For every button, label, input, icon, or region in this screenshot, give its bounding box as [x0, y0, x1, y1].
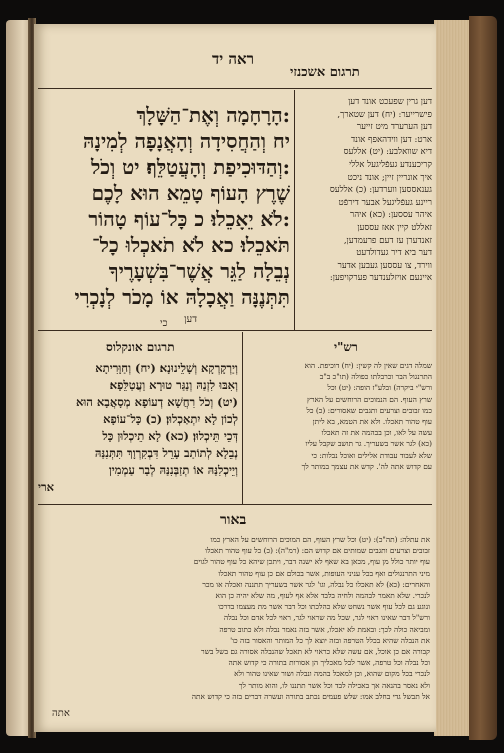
torah-line: יח וְהַחֲסִידָה וְהָאֲנָפָה לְמִינָהּ	[83, 129, 290, 153]
biur-line: לנכרי. שלא תאמר לבהמה ולחיה בלבד אלא אף לעוף, מה שלא יהיה כן הוא	[215, 591, 430, 601]
german-line: זאנדערן עז דעם פרעמדען,	[343, 235, 432, 246]
rashi-line: כמו זבובים וצרעים ותגבים שאסורים: (כ) כל	[306, 405, 432, 415]
biur-line: וכל נבלה וכל טרפה, אשר לכל מאכליך הן אסורות בתורה כי קדוש אתה	[228, 658, 430, 668]
rashi-line: שלא לעבוד עבודת אלילים ואוכל נבלות: כי	[311, 450, 432, 460]
german-line: דיא שוואלבע: (יט) אללעס	[343, 147, 432, 158]
torah-line: תֹּאכֵלוּ׃ כא לֹא תֹאכְלוּ כָל־	[91, 233, 290, 257]
biur-line: לנכרי בכל מקום שהוא, וכן למאכל בהמה ונבלה ושור שאינו טהור ולא	[234, 669, 430, 679]
column-divider	[242, 332, 243, 504]
torah-line: נְבֵלָה לַגֵּר אֲשֶׁר־בִּשְׁעָרֶיךָ	[108, 259, 290, 283]
german-translation-block	[300, 96, 432, 324]
biur-line: ורש"ל דבר שאינו ראוי לגר, שכל מה שראוי לגר, ראוי לכל אדם וכל נבלה	[223, 613, 430, 623]
german-line: איך אונריין זיין; אונד ניכט	[347, 172, 432, 183]
biur-line: ולא נאסר בהנאה אך באכילה לבד וכל אשר תתננו לו, והוא מותר לך	[238, 680, 430, 690]
torah-line: :וְהַדּוּכִיפַת וְהָעֲטַלֵּף׃ יט וְכֹל	[90, 155, 290, 179]
torah-text-block	[38, 102, 290, 316]
facing-page-edge	[6, 20, 30, 736]
german-line: ריינע געפֿליגעל אבער דירפֿט	[338, 197, 432, 208]
biur-line: מיני התרנגולים ואף בכל עניני העופות, אשר בכולם אם כן עוף טהור תאכלו	[218, 568, 430, 578]
rashi-line: עשה על לאו, וכן בבהמה את זה תאכלו	[321, 428, 432, 438]
page-edges	[434, 20, 472, 736]
german-line: איהר עססען: (כא) איהר	[350, 210, 432, 221]
onkelos-line: לְכוֹן לָא יִתְאַכְלוּן׃ (כ) כָּל־עוֹפָא	[103, 412, 238, 426]
onkelos-block	[38, 360, 238, 496]
biur-line: עוף יותר כולל מן עוף, מכאן בא שאף לא ישנה דבר, ויתכן שיהא כל עוף טהור לגוים	[193, 557, 430, 567]
torah-line: תִּתְּנֶנָּה וַאֲכָלָהּ אוֹ מָכֹר לְנָכְרִי	[74, 285, 290, 309]
column-divider	[294, 90, 295, 330]
biur-line: זבובים וצרעים ותגבים שמותים אם קדוש הם: (רמ"ה): (כ) כל עוף טהור תאכלו	[205, 546, 430, 556]
german-line: ארט: דען ווידהאפף אונד	[351, 134, 432, 145]
biur-line: אל תבשל גדי בחלב אמו: שלש פעמים נכתב בתורה ועשרה דברים בזה כי קדוש אתה	[191, 691, 430, 701]
biur-line: את עתלה: (תה"כ): (יט) וכל שרץ העוף, הם המוכים הרוחשים על הארץ כמו	[210, 535, 430, 544]
german-line: איינעם אויזלענדער פערקויפען:	[329, 273, 432, 284]
rashi-line: התרנגול הבר וכרבלתו כפולה (תו"כ ב"ב	[319, 372, 432, 382]
german-line: קריכענדע געפֿליגעל אללי	[348, 159, 432, 170]
german-line: דען הערערד מיט זייער	[356, 122, 432, 133]
onkelos-line: דְּכֵי תֵּיכְלוּן׃ (כא) לָא תֵיכְלוּן כָּל	[102, 429, 238, 443]
german-line: ווירד, צו עססען געבען אדער	[337, 260, 432, 271]
running-header-parsha: ראה יד	[212, 50, 254, 68]
onkelos-line: (יט) וְכֹל רִחֲשָׁא דְעוֹפָא מְסָאֲבָא הוּא	[75, 395, 238, 409]
biur-line: והאחרים: (כא) לא תאכלו כל נבלה, וגו' לגר אשר בשעריך תתננה ואכלה או מכר	[202, 579, 430, 589]
book-cover-board	[469, 16, 497, 740]
rashi-line: ורש"י ביקרה) ובלע"ז הופה: (יט) וכל	[327, 383, 432, 393]
onkelos-line: ארי	[38, 480, 55, 494]
german-line: פישרייער: (יח) דען שטארך,	[337, 109, 432, 120]
torah-line: :לֹא יֵאָכֵלוּ׃ כ כָּל־עוֹף טָהוֹר	[88, 207, 290, 231]
biur-block	[40, 534, 430, 704]
onkelos-line: וְיֵיכְלִנַּהּ אוֹ תְזַבְּנִנַּהּ לְבַר עַמְמִין	[108, 463, 238, 477]
rashi-line: שמלה דגים שאין לה קשין: (יח) דוכיפת. הוא	[304, 361, 432, 370]
biur-rule	[38, 504, 432, 505]
running-header-translation: תרגום אשכנזי	[290, 65, 360, 80]
rashi-title: רש"י	[334, 340, 358, 354]
biur-line: את הנבלה שהיא בכלל הטרפה ובזה יוצא לך כל המותר והאסור בזה כו'	[230, 635, 430, 645]
torah-line: שֶׁרֶץ הָעוֹף טָמֵא הוּא לָכֶם	[91, 181, 290, 205]
biur-title: באור	[220, 512, 247, 528]
section-rule	[38, 330, 432, 331]
rashi-line: עוף טהור תאכלו. ולא את הטמא, בא ליתן	[312, 417, 432, 427]
rashi-line: (כא) לגר אשר בשעריך. גר תושב שקבל עליו	[305, 439, 432, 449]
onkelos-title: תרגום אונקלוס	[106, 340, 175, 354]
german-line: גענאססען ווערדען: (כ) אללעס	[329, 185, 432, 196]
onkelos-line: וְאִבּוּ לִזְנַהּ וְנַגַּר טוּרָא וַעֲטַלֵּפָא׃	[109, 378, 238, 392]
rashi-block	[248, 360, 432, 496]
rashi-line: שרץ העוף. הם הנמוכים הרוחשים על הארץ	[307, 394, 432, 404]
biur-catchword: אתה	[52, 708, 70, 719]
header-rule	[38, 88, 432, 89]
catchword: כי	[160, 318, 168, 329]
rashi-line: עם קדוש אתה לה'. קדש את עצמך במותר לך	[301, 461, 432, 471]
german-catchword: דען	[184, 314, 198, 325]
onkelos-line: וְיַרְקָרְקָא וְשָׁלֵינוּנָא׃ (יח) וְחַוָּרִיתָא	[95, 361, 238, 375]
onkelos-line: נְבֵלָא לְתוֹתַב עָרֵל דִּבְקִרְוָךְ תִּתְּנִנַּהּ	[94, 446, 238, 460]
biur-line: ומביאה כולה לכך: ובאמת לא יאכלו, אשר בזה נאמר נבלה ולא כתוב טרפה	[219, 624, 430, 634]
book-photo	[6, 6, 500, 748]
german-line: דער ביא דיר געדולדעט	[356, 248, 432, 259]
german-line: דען גרין שפעכט אונד דען	[348, 97, 432, 107]
printed-page	[34, 24, 436, 732]
torah-line: :הָרָחָמָה וְאֶת־הַשָּׁלָךְ	[136, 103, 290, 127]
german-line: זאללט קיין אאז עססען	[357, 222, 432, 233]
biur-line: קבורה אם כן אוכל, אם עשה שלא כראוי לא תאכל שהנבלה אסורה גם בשל בשר	[200, 647, 430, 657]
biur-line: ונוגע גם לכל עוף אשר נשחט שלא כהלכתו וכל דבר אשר מת מעצמו בדרכו	[218, 602, 430, 612]
